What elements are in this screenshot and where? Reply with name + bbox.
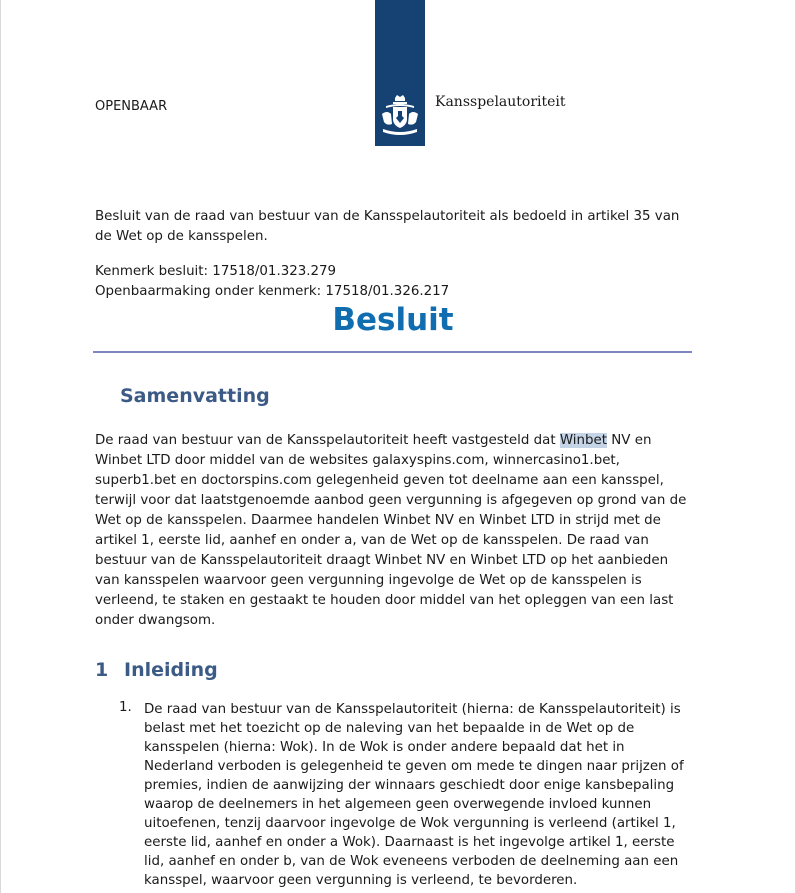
summary-line-end: NV en bbox=[607, 433, 652, 448]
summary-line: bestuur van de Kansspelautoriteit draagt Winbet NV en Winbet LTD op het aanbieden bbox=[95, 553, 669, 568]
title-divider bbox=[93, 351, 692, 353]
list-item-line: eerste lid, aanhef en onder a Wok). Daarnaast is het ingevolge artikel 1, eerste bbox=[144, 835, 675, 850]
list-item-line: premies, indien de aanwijzing der winnaars geschiedt door enige kansbepaling bbox=[144, 778, 675, 793]
list-item-line: belast met het toezicht op de naleving van het bepaalde in de Wet op de bbox=[144, 721, 635, 736]
section-title: Inleiding bbox=[124, 659, 218, 681]
list-item-line: kansspelen (hierna: Wok). In de Wok is onder andere bepaald dat het in bbox=[144, 740, 625, 755]
summary-line bbox=[95, 431, 700, 451]
coat-of-arms-icon bbox=[378, 94, 422, 138]
list-item-line: De raad van bestuur van de Kansspelautoriteit (hierna: de Kansspelautoriteit) is bbox=[144, 702, 681, 717]
section-number: 1 bbox=[95, 659, 109, 681]
list-item-line: waarop de deelnemers in het algemeen geen overwegende invloed kunnen bbox=[144, 797, 652, 812]
list-item-line: lid, aanhef en onder b, van de Wok eveneens verboden de deelneming aan een bbox=[144, 854, 679, 869]
list-item-line: Nederland verboden is gelegenheid te geven om mede te dingen naar prijzen of bbox=[144, 759, 684, 774]
summary-line: artikel 1, eerste lid, aanhef en onder a, van de Wet op de kansspelen. De raad van bbox=[95, 533, 649, 548]
summary-paragraph bbox=[95, 431, 700, 631]
list-item-line: uitoefenen, tenzij daarvoor ingevolge de Wok vergunning is verleend (artikel 1, bbox=[144, 816, 676, 831]
summary-heading: Samenvatting bbox=[120, 385, 270, 407]
summary-line: onder dwangsom. bbox=[95, 613, 216, 628]
document-title: Besluit bbox=[332, 302, 454, 338]
classification-label: OPENBAAR bbox=[95, 99, 168, 114]
summary-line: superb1.bet en doctorspins.com gelegenheid geven tot deelname aan een kansspel, bbox=[95, 473, 664, 488]
intro-paragraph: Besluit van de raad van bestuur van de Kansspelautoriteit als bedoeld in artikel 35 van de Wet op de kansspelen. bbox=[95, 209, 680, 244]
section-heading-inleiding bbox=[95, 659, 218, 681]
organisation-name: Kansspelautoriteit bbox=[435, 94, 566, 110]
list-item-number: 1. bbox=[119, 700, 132, 715]
list-item-text bbox=[144, 700, 704, 890]
highlighted-word[interactable]: Winbet bbox=[559, 433, 608, 448]
summary-line: terwijl voor dat laatstgenoemde aanbod geen vergunning is afgegeven op grond van de bbox=[95, 493, 687, 508]
kenmerk-besluit: Kenmerk besluit: 17518/01.323.279 bbox=[95, 264, 337, 279]
list-item-line: kansspel, waarvoor geen vergunning is verleend, te bevorderen. bbox=[144, 873, 578, 888]
summary-line: Winbet LTD door middel van de websites galaxyspins.com, winnercasino1.bet, bbox=[95, 453, 620, 468]
summary-line-start: De raad van bestuur van de Kansspelautoriteit heeft vastgesteld dat bbox=[95, 433, 560, 448]
summary-line: Wet op de kansspelen. Daarmee handelen Winbet NV en Winbet LTD in strijd met de bbox=[95, 513, 661, 528]
kenmerk-openbaarmaking: Openbaarmaking onder kenmerk: 17518/01.326.217 bbox=[95, 284, 450, 299]
summary-line: verleend, te staken en gestaakt te houden door middel van het opleggen van een last bbox=[95, 593, 674, 608]
summary-line: van kansspelen waarvoor geen vergunning ingevolge de Wet op de kansspelen is bbox=[95, 573, 642, 588]
